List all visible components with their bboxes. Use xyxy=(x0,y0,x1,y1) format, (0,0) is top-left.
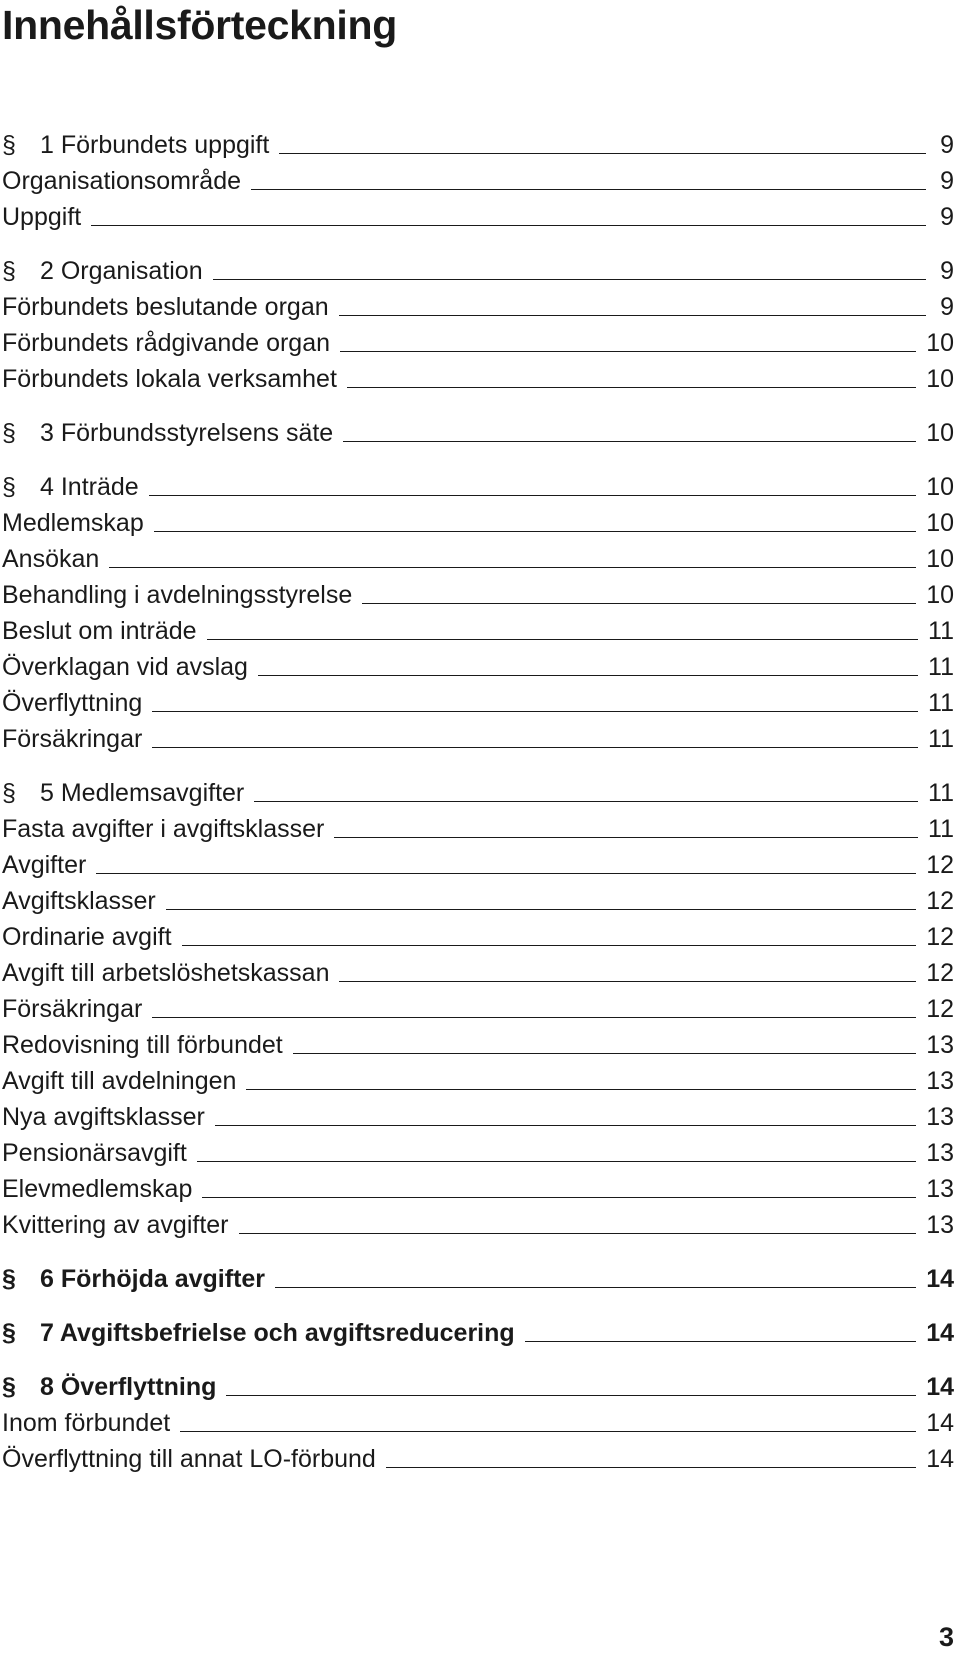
toc-entry-label xyxy=(2,814,324,844)
toc-page-number: 10 xyxy=(926,365,954,393)
section-symbol-icon: § xyxy=(2,1319,16,1347)
toc-leader-line xyxy=(180,1431,916,1432)
toc-entry-text: Avgifter xyxy=(2,851,87,879)
toc-entry-label xyxy=(2,130,269,160)
section-symbol-icon: § xyxy=(2,257,16,285)
toc-entry-label xyxy=(2,922,172,952)
toc-entry-text: Redovisning till förbundet xyxy=(2,1031,283,1059)
toc-page-number: 9 xyxy=(940,293,954,321)
toc-leader-line xyxy=(251,189,926,190)
toc-entry-text: Förbundets lokala verksamhet xyxy=(2,365,337,393)
toc-entry-label xyxy=(2,850,86,880)
toc-entry[interactable] xyxy=(2,1132,954,1168)
toc-entry-label xyxy=(2,166,241,196)
toc-page-number: 10 xyxy=(926,419,954,447)
toc-entry[interactable] xyxy=(2,286,954,322)
toc-entry-text: Förbundets rådgivande organ xyxy=(2,329,331,357)
toc-leader-line xyxy=(152,711,918,712)
toc-page-number: 10 xyxy=(926,509,954,537)
toc-entry-text: Organisationsområde xyxy=(2,167,242,195)
toc-page-number: 11 xyxy=(928,617,954,645)
toc-entry-text: Fasta avgifter i avgiftsklasser xyxy=(2,815,325,843)
toc-entry[interactable] xyxy=(2,808,954,844)
toc-entry-label xyxy=(2,1408,170,1438)
toc-page-number: 9 xyxy=(940,167,954,195)
toc-entry-label xyxy=(2,544,99,574)
toc-entry-label xyxy=(2,724,142,754)
toc-leader-line xyxy=(293,1053,916,1054)
toc-entry-label xyxy=(2,1264,265,1294)
toc-leader-line xyxy=(362,603,916,604)
toc-entry[interactable] xyxy=(2,682,954,718)
toc-leader-line xyxy=(154,531,916,532)
toc-entry[interactable] xyxy=(2,1060,954,1096)
toc-leader-line xyxy=(343,441,916,442)
section-symbol-icon: § xyxy=(2,779,16,807)
toc-page-number: 11 xyxy=(928,815,954,843)
toc-leader-line xyxy=(226,1395,916,1396)
toc-leader-line xyxy=(91,225,926,226)
toc-entry-text: Avgift till avdelningen xyxy=(2,1067,237,1095)
toc-page-number: 13 xyxy=(926,1067,954,1095)
toc-entry-label xyxy=(2,1444,376,1474)
toc-entry-label xyxy=(2,580,352,610)
toc-entry[interactable] xyxy=(2,646,954,682)
toc-entry-text: Försäkringar xyxy=(2,725,143,753)
toc-page-number: 12 xyxy=(926,995,954,1023)
toc-entry-text: 2 Organisation xyxy=(40,257,203,285)
toc-leader-line xyxy=(246,1089,916,1090)
toc-page-number: 13 xyxy=(926,1211,954,1239)
toc-section-entry[interactable] xyxy=(2,124,954,160)
page-number: 3 xyxy=(938,1622,954,1652)
toc-entry-text: Pensionärsavgift xyxy=(2,1139,187,1167)
toc-entry-text: 5 Medlemsavgifter xyxy=(40,779,245,807)
toc-entry-text: Behandling i avdelningsstyrelse xyxy=(2,581,353,609)
toc-entry[interactable] xyxy=(2,196,954,232)
toc-entry-label xyxy=(2,1102,205,1132)
toc-leader-line xyxy=(347,387,916,388)
toc-entry[interactable] xyxy=(2,1024,954,1060)
section-symbol-icon: § xyxy=(2,131,16,159)
toc-entry[interactable] xyxy=(2,160,954,196)
toc-page-number: 12 xyxy=(926,887,954,915)
toc-entry-text: Överflyttning xyxy=(2,689,143,717)
toc-leader-line xyxy=(334,837,918,838)
toc-entry-text: 6 Förhöjda avgifter xyxy=(40,1265,266,1293)
toc-entry-text: Avgiftsklasser xyxy=(2,887,156,915)
toc-entry[interactable] xyxy=(2,952,954,988)
toc-leader-line xyxy=(339,315,926,316)
toc-page-number: 11 xyxy=(928,725,954,753)
toc-entry-text: Ordinarie avgift xyxy=(2,923,172,951)
toc-entry-label xyxy=(2,472,139,502)
toc-page-number: 10 xyxy=(926,473,954,501)
toc-entry-label xyxy=(2,994,142,1024)
toc-entry[interactable] xyxy=(2,988,954,1024)
toc-page-number: 14 xyxy=(926,1373,954,1401)
toc-entry-label xyxy=(2,1138,187,1168)
toc-page-number: 12 xyxy=(926,923,954,951)
toc-leader-line xyxy=(275,1287,916,1288)
toc-section-entry[interactable] xyxy=(2,1366,954,1402)
toc-page-number: 9 xyxy=(940,257,954,285)
toc-page-number: 13 xyxy=(926,1103,954,1131)
toc-leader-line xyxy=(340,351,916,352)
toc-entry-text: 1 Förbundets uppgift xyxy=(40,131,270,159)
table-of-contents xyxy=(2,124,954,1474)
toc-entry-label xyxy=(2,292,329,322)
toc-entry[interactable] xyxy=(2,322,954,358)
toc-entry-label xyxy=(2,256,203,286)
toc-page-number: 13 xyxy=(926,1175,954,1203)
toc-entry-label xyxy=(2,202,81,232)
toc-entry-label xyxy=(2,508,144,538)
toc-leader-line xyxy=(152,747,918,748)
toc-leader-line xyxy=(152,1017,916,1018)
toc-leader-line xyxy=(279,153,926,154)
toc-entry-label xyxy=(2,652,248,682)
toc-leader-line xyxy=(109,567,916,568)
toc-entry[interactable] xyxy=(2,538,954,574)
toc-entry-label xyxy=(2,1372,216,1402)
toc-entry[interactable] xyxy=(2,574,954,610)
toc-leader-line xyxy=(207,639,919,640)
toc-entry-text: Kvittering av avgifter xyxy=(2,1211,229,1239)
toc-entry-label xyxy=(2,1210,229,1240)
toc-section-entry[interactable] xyxy=(2,250,954,286)
toc-entry-text: Försäkringar xyxy=(2,995,143,1023)
toc-page-number: 13 xyxy=(926,1031,954,1059)
toc-entry[interactable] xyxy=(2,358,954,394)
toc-entry[interactable] xyxy=(2,1204,954,1240)
toc-leader-line xyxy=(215,1125,916,1126)
toc-page-number: 14 xyxy=(926,1319,954,1347)
toc-entry[interactable] xyxy=(2,880,954,916)
toc-page-number: 9 xyxy=(940,203,954,231)
toc-entry-text: Beslut om inträde xyxy=(2,617,197,645)
toc-page-number: 10 xyxy=(926,329,954,357)
toc-entry[interactable] xyxy=(2,1168,954,1204)
toc-entry-text: Uppgift xyxy=(2,203,82,231)
toc-page-number: 12 xyxy=(926,851,954,879)
toc-page-number: 9 xyxy=(940,131,954,159)
toc-leader-line xyxy=(149,495,917,496)
toc-entry[interactable] xyxy=(2,502,954,538)
toc-leader-line xyxy=(96,873,916,874)
toc-entry-text: Nya avgiftsklasser xyxy=(2,1103,205,1131)
toc-entry-label xyxy=(2,616,197,646)
toc-entry-text: Avgift till arbetslöshetskassan xyxy=(2,959,330,987)
section-symbol-icon: § xyxy=(2,1373,16,1401)
toc-section-entry[interactable] xyxy=(2,772,954,808)
toc-entry[interactable] xyxy=(2,718,954,754)
toc-leader-line xyxy=(386,1467,916,1468)
toc-entry-text: 3 Förbundsstyrelsens säte xyxy=(40,419,334,447)
toc-leader-line xyxy=(239,1233,917,1234)
toc-entry-label xyxy=(2,328,330,358)
toc-entry[interactable] xyxy=(2,1402,954,1438)
toc-page-number: 14 xyxy=(926,1445,954,1473)
toc-entry-text: 8 Överflyttning xyxy=(40,1373,217,1401)
section-symbol-icon: § xyxy=(2,473,16,501)
toc-leader-line xyxy=(166,909,916,910)
toc-leader-line xyxy=(213,279,926,280)
toc-leader-line xyxy=(525,1341,917,1342)
toc-entry[interactable] xyxy=(2,1438,954,1474)
toc-entry-label xyxy=(2,1066,236,1096)
page-title: Innehållsförteckning xyxy=(2,2,397,48)
toc-entry[interactable] xyxy=(2,844,954,880)
toc-entry-text: Elevmedlemskap xyxy=(2,1175,193,1203)
toc-page-number: 12 xyxy=(926,959,954,987)
toc-leader-line xyxy=(202,1197,916,1198)
toc-leader-line xyxy=(258,675,918,676)
toc-page-number: 10 xyxy=(926,545,954,573)
toc-section-entry[interactable] xyxy=(2,1258,954,1294)
toc-entry-label xyxy=(2,1174,192,1204)
toc-page-number: 11 xyxy=(928,653,954,681)
toc-page-number: 11 xyxy=(928,689,954,717)
toc-leader-line xyxy=(182,945,917,946)
toc-section-entry[interactable] xyxy=(2,466,954,502)
toc-entry-label xyxy=(2,1030,283,1060)
toc-entry-label xyxy=(2,364,337,394)
toc-leader-line xyxy=(254,801,918,802)
toc-page-number: 14 xyxy=(926,1265,954,1293)
section-symbol-icon: § xyxy=(2,1265,16,1293)
toc-entry-text: Inom förbundet xyxy=(2,1409,171,1437)
toc-entry[interactable] xyxy=(2,916,954,952)
toc-entry-label xyxy=(2,688,142,718)
toc-entry[interactable] xyxy=(2,1096,954,1132)
toc-page-number: 13 xyxy=(926,1139,954,1167)
toc-entry-label xyxy=(2,778,244,808)
toc-entry-label xyxy=(2,1318,515,1348)
toc-entry-text: Medlemskap xyxy=(2,509,144,537)
toc-entry-text: Överklagan vid avslag xyxy=(2,653,248,681)
toc-entry-label xyxy=(2,418,333,448)
toc-page-number: 11 xyxy=(928,779,954,807)
toc-entry-label xyxy=(2,886,156,916)
toc-entry-text: Förbundets beslutande organ xyxy=(2,293,329,321)
toc-page-number: 10 xyxy=(926,581,954,609)
toc-section-entry[interactable] xyxy=(2,1312,954,1348)
toc-section-entry[interactable] xyxy=(2,412,954,448)
toc-entry-label xyxy=(2,958,329,988)
toc-entry-text: Överflyttning till annat LO-förbund xyxy=(2,1445,376,1473)
toc-entry-text: 7 Avgiftsbefrielse och avgiftsreducering xyxy=(40,1319,515,1347)
toc-entry-text: 4 Inträde xyxy=(40,473,139,501)
toc-leader-line xyxy=(339,981,916,982)
section-symbol-icon: § xyxy=(2,419,16,447)
toc-leader-line xyxy=(197,1161,916,1162)
toc-entry[interactable] xyxy=(2,610,954,646)
toc-page-number: 14 xyxy=(926,1409,954,1437)
toc-entry-text: Ansökan xyxy=(2,545,100,573)
